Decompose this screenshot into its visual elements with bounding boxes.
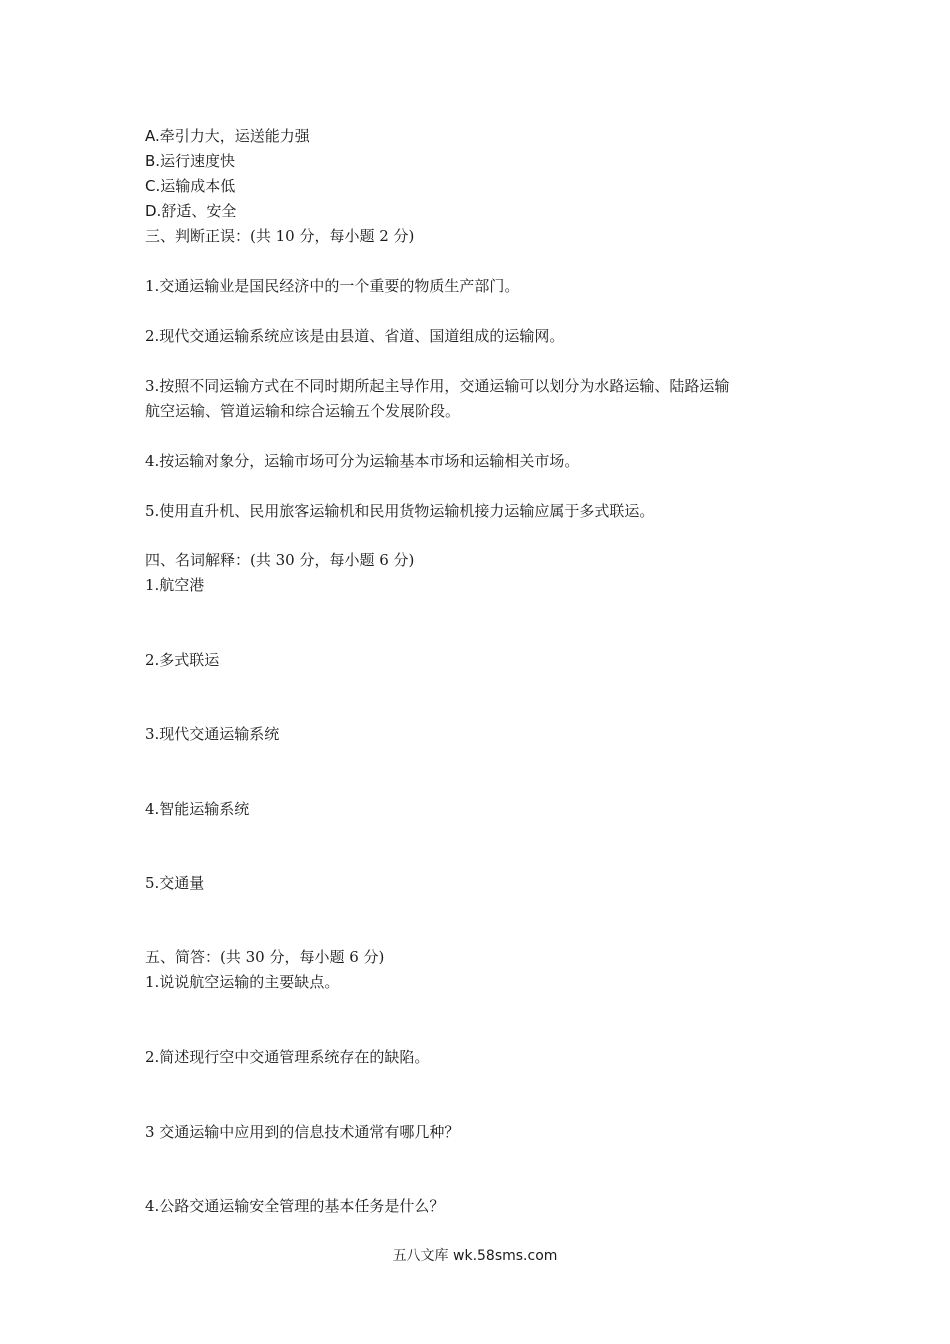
section3-item-3-line2: 航空运输、管道运输和综合运输五个发展阶段。 xyxy=(145,402,461,420)
section3-item-5: 5.使用直升机、民用旅客运输机和民用货物运输机接力运输应属于多式联运。 xyxy=(145,502,655,520)
section3-item-3-line1: 3.按照不同运输方式在不同时期所起主导作用，交通运输可以划分为水路运输、陆路运输 xyxy=(145,377,730,395)
section4-item-4: 4.智能运输系统 xyxy=(145,800,250,818)
section5-heading: 五、简答：(共 30 分，每小题 6 分) xyxy=(145,948,385,966)
section5-item-3: 3 交通运输中应用到的信息技术通常有哪几种？ xyxy=(145,1123,460,1141)
option-d: D.舒适、安全 xyxy=(145,202,237,220)
footer-watermark: 五八文库 wk.58sms.com xyxy=(392,1248,558,1264)
section3-item-4: 4.按运输对象分，运输市场可分为运输基本市场和运输相关市场。 xyxy=(145,452,580,470)
section3-item-1: 1.交通运输业是国民经济中的一个重要的物质生产部门。 xyxy=(145,277,520,295)
section4-item-1: 1.航空港 xyxy=(145,576,205,594)
option-a: A.牵引力大，运送能力强 xyxy=(145,127,310,145)
section3-heading: 三、判断正误：(共 10 分，每小题 2 分) xyxy=(145,227,415,245)
section3-item-2: 2.现代交通运输系统应该是由县道、省道、国道组成的运输网。 xyxy=(145,327,565,345)
section5-item-1: 1.说说航空运输的主要缺点。 xyxy=(145,973,340,991)
section4-item-2: 2.多式联运 xyxy=(145,651,220,669)
section5-item-2: 2.简述现行空中交通管理系统存在的缺陷。 xyxy=(145,1048,430,1066)
section4-item-5: 5.交通量 xyxy=(145,874,205,892)
section4-heading: 四、名词解释：(共 30 分，每小题 6 分) xyxy=(145,551,415,569)
option-b: B.运行速度快 xyxy=(145,152,236,170)
section4-item-3: 3.现代交通运输系统 xyxy=(145,725,280,743)
section5-item-4: 4.公路交通运输安全管理的基本任务是什么？ xyxy=(145,1197,445,1215)
option-c: C.运输成本低 xyxy=(145,177,236,195)
